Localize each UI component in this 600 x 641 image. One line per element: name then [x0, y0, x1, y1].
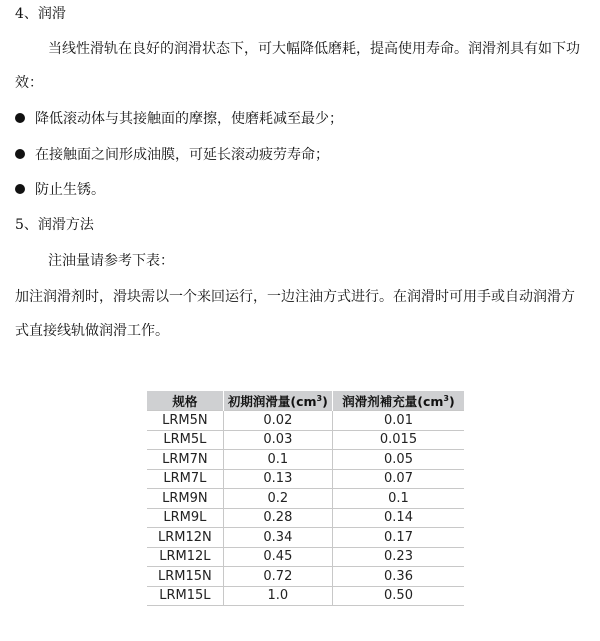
table-row: [147, 411, 464, 431]
cell-model: LRM9L: [147, 508, 223, 528]
method-paragraph-line-2: 式直接线轨做润滑工作。: [15, 323, 169, 339]
header-initial-amount: 初期润滑量$(cm^3)$: [223, 391, 332, 411]
cell-model: LRM7N: [147, 450, 223, 470]
cell-refill: 0.05: [332, 450, 464, 470]
cell-model: LRM12N: [147, 528, 223, 548]
cell-model: LRM12L: [147, 547, 223, 567]
table-row: [147, 450, 464, 470]
cell-initial: 0.13: [223, 469, 332, 489]
table-reference-note: 注油量请参考下表：: [48, 253, 174, 269]
bullet-item: [15, 145, 329, 165]
bullet-text: 降低滚动体与其接触面的摩擦，使磨耗减至最少；: [35, 111, 343, 127]
cell-initial: 0.45: [223, 547, 332, 567]
lubrication-quantity-table: [147, 391, 464, 606]
table-row: [147, 567, 464, 587]
cell-initial: 0.28: [223, 508, 332, 528]
cell-initial: 0.34: [223, 528, 332, 548]
table-row: [147, 528, 464, 548]
cell-refill: 0.23: [332, 547, 464, 567]
cell-initial: 0.03: [223, 430, 332, 450]
cell-model: LRM15N: [147, 567, 223, 587]
cell-refill: 0.14: [332, 508, 464, 528]
bullet-item: [15, 109, 343, 129]
cell-model: LRM5N: [147, 411, 223, 431]
table-header-row: [147, 391, 464, 411]
bullet-dot-icon: [15, 184, 25, 194]
section-heading-method: 5、润滑方法: [15, 217, 94, 233]
cell-initial: 0.72: [223, 567, 332, 587]
table-row: [147, 489, 464, 509]
cell-model: LRM15L: [147, 586, 223, 606]
cell-initial: 1.0: [223, 586, 332, 606]
bullet-dot-icon: [15, 113, 25, 123]
cell-initial: 0.1: [223, 450, 332, 470]
table-row: [147, 430, 464, 450]
table-row: [147, 547, 464, 567]
cell-refill: 0.1: [332, 489, 464, 509]
bullet-dot-icon: [15, 149, 25, 159]
header-refill-amount: 润滑剂補充量$(cm^3)$: [332, 391, 464, 411]
cell-initial: 0.02: [223, 411, 332, 431]
table-row: [147, 586, 464, 606]
cell-initial: 0.2: [223, 489, 332, 509]
table-row: [147, 469, 464, 489]
cell-refill: 0.01: [332, 411, 464, 431]
cell-model: LRM5L: [147, 430, 223, 450]
table-row: [147, 508, 464, 528]
cell-model: LRM7L: [147, 469, 223, 489]
bullet-text: 防止生锈。: [35, 182, 105, 198]
cell-refill: 0.17: [332, 528, 464, 548]
cell-refill: 0.015: [332, 430, 464, 450]
header-model: 规格: [147, 391, 223, 411]
section-heading-lubrication: 4、润滑: [15, 6, 66, 22]
cell-refill: 0.50: [332, 586, 464, 606]
cell-refill: 0.36: [332, 567, 464, 587]
cell-refill: 0.07: [332, 469, 464, 489]
cell-model: LRM9N: [147, 489, 223, 509]
intro-paragraph-line-1: 当线性滑轨在良好的润滑状态下，可大幅降低磨耗，提高使用寿命。润滑剂具有如下功: [48, 41, 580, 57]
method-paragraph-line-1: 加注润滑剂时，滑块需以一个来回运行，一边注油方式进行。在润滑时可用手或自动润滑方: [15, 289, 575, 305]
intro-paragraph-line-2: 效：: [15, 75, 43, 91]
bullet-text: 在接触面之间形成油膜，可延长滚动疲劳寿命；: [35, 147, 329, 163]
bullet-item: [15, 180, 105, 200]
